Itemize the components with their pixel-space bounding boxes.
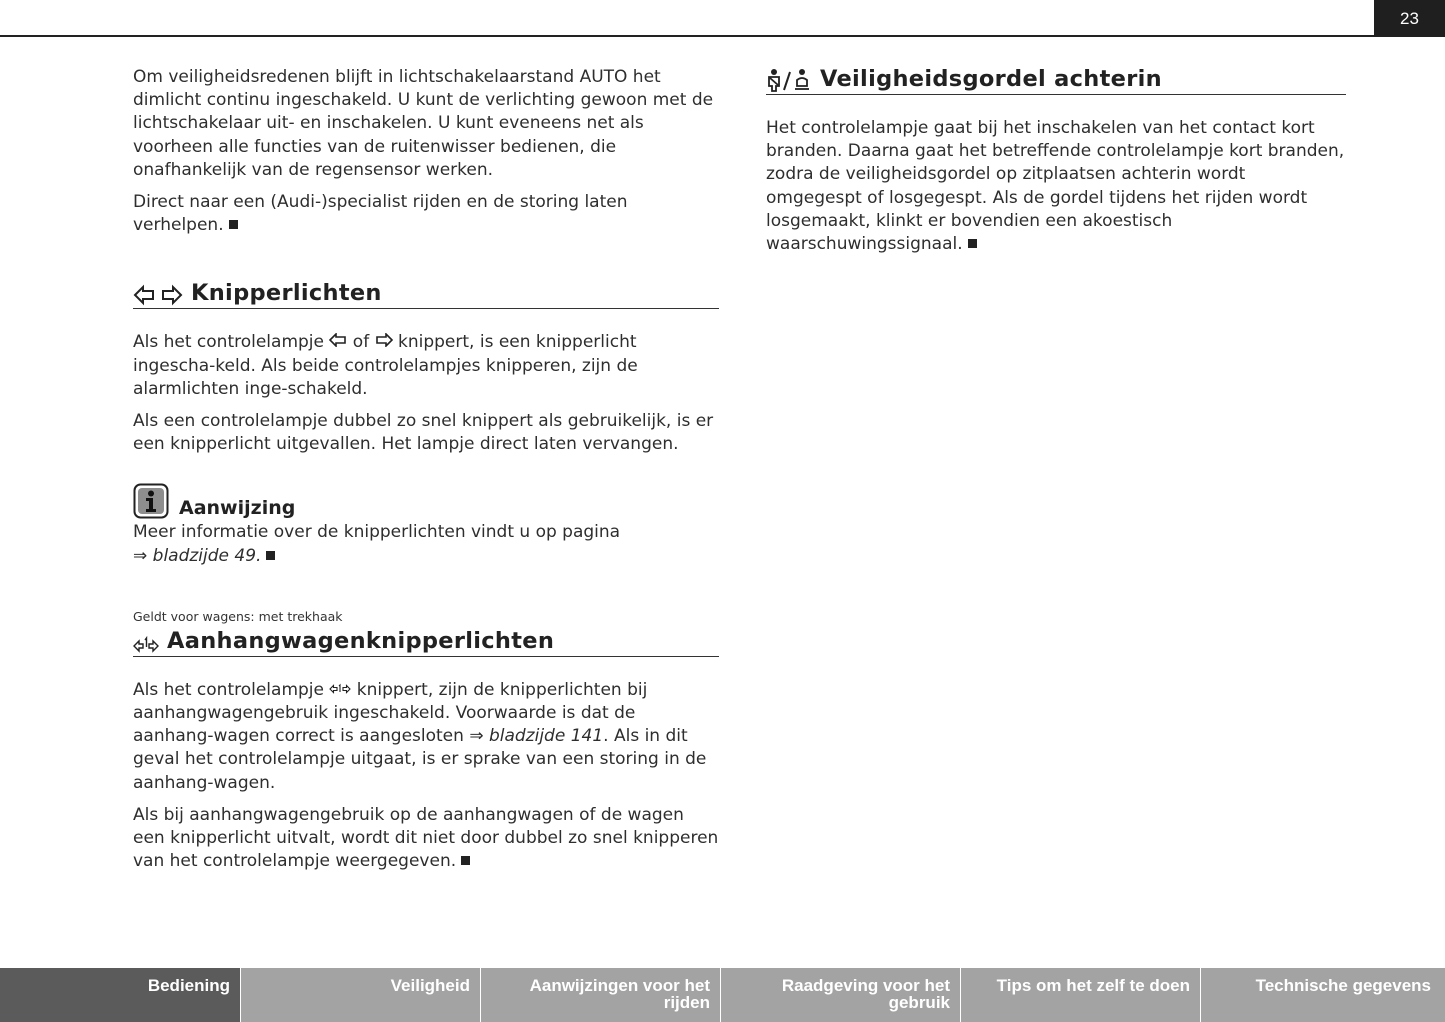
note-heading	[133, 483, 719, 519]
aanhang-text-2: Als bij aanhangwagengebruik op de aanhangwagen of de wagen een knipperlicht uitvalt, wordt dit niet door dubbel zo snel knipperen van het controlelampje weergegeven.	[133, 804, 719, 872]
note-page-reference[interactable]: ⇒ bladzijde 49.	[133, 545, 262, 566]
intro-paragraph-1	[133, 66, 719, 182]
knipper-text-1b: of	[352, 332, 370, 353]
turn-signal-arrows-icon	[133, 284, 183, 306]
applies-to-label: Geldt voor wagens: met trekhaak	[133, 608, 343, 624]
knipperlichten-title: Knipperlichten	[191, 280, 382, 307]
section-aanhang-heading	[133, 628, 719, 657]
tab-veiligheid[interactable]: Veiligheid	[240, 968, 480, 1022]
aanhang-text-1a: Als het controlelampje	[133, 679, 324, 700]
knipper-paragraph-2	[133, 410, 719, 456]
aanhang-text-1b: knippert, zijn de knipperlichten bij aanhangwagengebruik ingeschakeld. Voorwaarde is dat de aanhang-wagen correct is aangesloten	[133, 679, 648, 747]
aanhang-paragraph-1	[133, 679, 719, 795]
knipper-text-2: Als een controlelampje dubbel zo snel knippert als gebruikelijk, is er een knipperlicht uitgevallen. Het lampje direct laten vervangen.	[133, 411, 714, 455]
end-square-icon	[229, 220, 238, 229]
gordel-title: Veiligheidsgordel achterin	[820, 66, 1162, 92]
trailer-turn-signal-small-icon	[329, 683, 351, 695]
info-icon	[133, 483, 169, 519]
section-knipperlichten-heading	[133, 280, 719, 309]
tab-aanwijzingen-rijden[interactable]: Aanwijzingen voor het rijden	[480, 968, 720, 1022]
page-number: 23	[1374, 0, 1445, 37]
knipper-paragraph-1	[133, 331, 719, 401]
left-column	[133, 66, 719, 882]
end-square-icon	[968, 239, 977, 248]
tab-tips-zelf-doen[interactable]: Tips om het zelf te doen	[960, 968, 1200, 1022]
aanhang-paragraph-2	[133, 804, 719, 874]
knipper-text-1a: Als het controlelampje	[133, 332, 324, 353]
section-gordel-heading	[766, 66, 1346, 95]
tab-bediening[interactable]: Bediening	[0, 968, 240, 1022]
intro-text-1: Om veiligheidsredenen blijft in lichtschakelaarstand AUTO het dimlicht continu ingeschakeld. U kunt de verlichting gewoon met de lichtschakelaar uit- en inschakelen. U kunt eveneens net als voorheen alle functies van de ruitenwisser bedienen, die onafhankelijk van de regensensor werken.	[133, 67, 714, 180]
chapter-navigation	[0, 968, 1445, 1022]
gordel-text: Het controlelampje gaat bij het inschakelen van het contact kort branden. Daarna gaat het betreffende controlelampje kort branden, zodra de veiligheidsgordel op zitplaatsen achterin wordt omgegespt of losgegespt. Als de gordel tijdens het rijden wordt losgemaakt, klinkt er bovendien een akoestisch waarschuwingssignaal.	[766, 118, 1345, 255]
top-rule	[0, 35, 1445, 37]
seatbelt-rear-icon	[766, 68, 812, 92]
tab-raadgeving-gebruik[interactable]: Raadgeving voor het gebruik	[720, 968, 960, 1022]
tab-technische-gegevens[interactable]: Technische gegevens	[1200, 968, 1445, 1022]
aanhang-title: Aanhangwagenknipperlichten	[167, 627, 555, 654]
note-text: Meer informatie over de knipperlichten vindt u op pagina	[133, 522, 621, 543]
intro-text-2: Direct naar een (Audi-)specialist rijden en de storing laten verhelpen.	[133, 192, 628, 236]
aanhang-page-reference[interactable]: ⇒ bladzijde 141	[469, 726, 604, 747]
aanhang-text-1c: . Als in dit geval het controlelampje uitgaat, is er sprake van een storing in de aanhang-wagen.	[133, 726, 707, 793]
note-paragraph	[133, 521, 719, 567]
trailer-turn-signal-icon	[133, 634, 159, 654]
knipper-text-1c: knippert, is een knipperlicht ingescha-keld. Als beide controlelampjes knipperen, zijn de alarmlichten inge-schakeld.	[133, 332, 638, 399]
gordel-paragraph	[766, 117, 1346, 256]
note-title: Aanwijzing	[179, 497, 296, 520]
left-arrow-icon	[329, 333, 347, 347]
intro-paragraph-2	[133, 191, 719, 237]
right-arrow-icon	[375, 333, 393, 347]
right-column	[766, 66, 1346, 265]
end-square-icon	[461, 856, 470, 865]
end-square-icon	[266, 551, 275, 560]
